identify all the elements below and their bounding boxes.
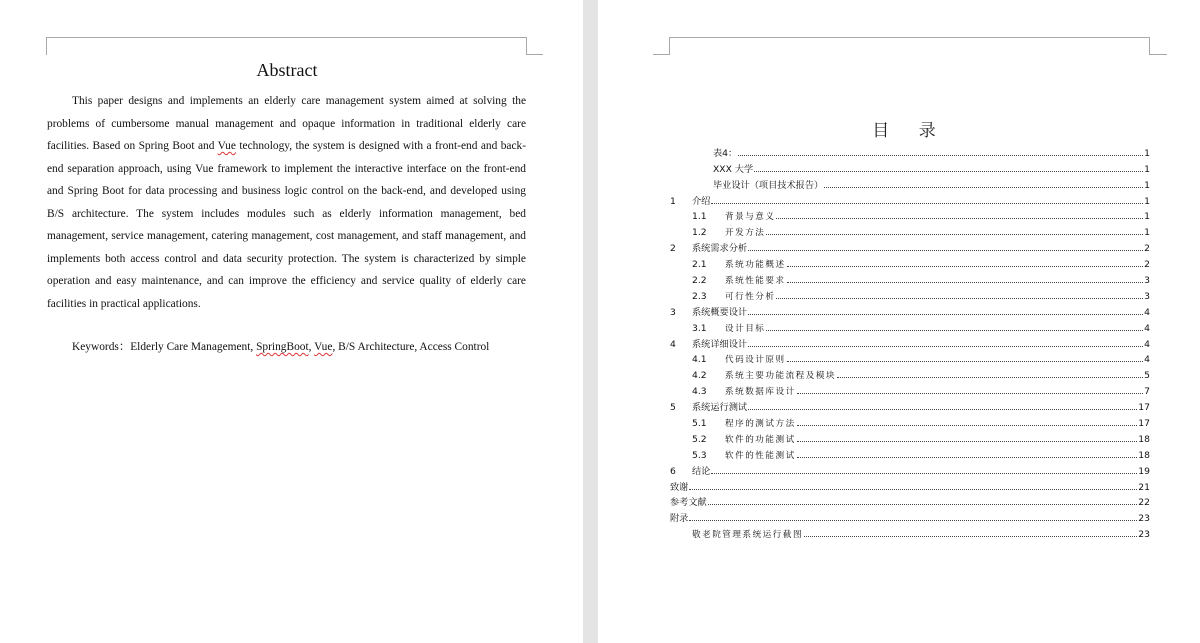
toc-entry[interactable]	[670, 286, 1150, 302]
toc-dot-leader	[766, 234, 1143, 235]
toc-entry[interactable]	[670, 318, 1150, 334]
toc-entry-page-number: 1	[1144, 179, 1150, 191]
toc-entry-title: 表4：	[713, 147, 738, 159]
toc-entry[interactable]	[670, 222, 1150, 238]
crop-mark	[1150, 54, 1167, 55]
toc-entry-title: 可行性分析	[725, 291, 776, 302]
toc-entry[interactable]	[670, 493, 1150, 509]
toc-entry-title: 附录	[670, 513, 689, 525]
toc-entry[interactable]	[670, 365, 1150, 381]
toc-entry[interactable]	[670, 350, 1150, 366]
toc-entry-page-number: 1	[1144, 147, 1150, 159]
toc-entry-title: 致谢	[670, 481, 689, 493]
toc-entry-page-number: 17	[1138, 402, 1150, 414]
abstract-text: technology, the system is designed with a front-end and back-end separation approach, using Vue framework to implement the interactive interface on the front-end and Spring Boot for data processing and business logic control on the back-end, and developed using B/S architecture. The system includes modules such as elderly information management, bed management, service management, catering management, cost management, and staff management, and implements both access control and data security protection. The system is characterized by simple operation and easy maintenance, and can improve the efficiency and service quality of elderly care facilities in practical applications.	[47, 140, 526, 310]
toc-dot-leader	[804, 536, 1137, 537]
toc-entry-page-number: 3	[1144, 290, 1150, 302]
toc-entry-number: 4.1	[692, 354, 707, 366]
keywords-line	[72, 338, 489, 354]
toc-entry[interactable]	[670, 191, 1150, 207]
toc-entry[interactable]	[670, 159, 1150, 175]
spell-flagged-word[interactable]: Vue	[314, 341, 333, 353]
crop-mark	[669, 37, 670, 55]
toc-dot-leader	[766, 330, 1143, 331]
toc-entry-number: 1	[670, 195, 676, 207]
toc-entry-number: 5.2	[692, 433, 707, 445]
toc-entry-number: 5	[670, 402, 676, 414]
toc-entry-page-number: 2	[1144, 259, 1150, 271]
toc-dot-leader	[797, 457, 1138, 458]
toc-entry[interactable]	[670, 461, 1150, 477]
toc-entry-page-number: 1	[1144, 195, 1150, 207]
toc-entry-title: 敬老院管理系统运行截图	[692, 530, 804, 541]
toc-entry-page-number: 3	[1144, 275, 1150, 287]
toc-dot-leader	[748, 409, 1137, 410]
toc-entry-page-number: 2	[1144, 243, 1150, 255]
toc-entry-page-number: 19	[1138, 465, 1150, 477]
toc-entry-number: 3	[670, 306, 676, 318]
toc-entry-title: 设计目标	[725, 323, 766, 334]
toc-title: 目 录	[872, 121, 948, 141]
crop-mark	[670, 37, 1150, 38]
toc-dot-leader	[776, 218, 1143, 219]
toc-entry-number: 2	[670, 243, 676, 255]
toc-entry-number: 2.2	[692, 275, 707, 287]
toc-entry-title: 系统概要设计	[692, 306, 748, 318]
toc-dot-leader	[708, 504, 1138, 505]
toc-dot-leader	[738, 155, 1143, 156]
toc-dot-leader	[787, 361, 1144, 362]
toc-entry[interactable]	[670, 413, 1150, 429]
abstract-title: Abstract	[256, 60, 318, 80]
toc-dot-leader	[748, 314, 1143, 315]
crop-mark	[526, 37, 527, 55]
toc-entry-page-number: 21	[1138, 481, 1150, 493]
toc-entry-title: 系统数据库设计	[725, 387, 796, 398]
toc-entry[interactable]	[670, 207, 1150, 223]
toc-entry-page-number: 7	[1144, 386, 1150, 398]
crop-mark	[46, 37, 47, 55]
keywords-text: , B/S Architecture, Access Control	[332, 341, 490, 353]
toc-entry[interactable]	[670, 143, 1150, 159]
toc-entry-page-number: 4	[1144, 354, 1150, 366]
toc-entry[interactable]	[670, 254, 1150, 270]
toc-entry-number: 5.1	[692, 418, 707, 430]
toc-entry-number: 4.3	[692, 386, 707, 398]
keywords-text: ,	[308, 341, 315, 353]
toc-entry-page-number: 23	[1138, 529, 1150, 541]
spell-flagged-word[interactable]: SpringBoot	[256, 341, 309, 353]
toc-entry-number: 1.2	[692, 227, 707, 239]
toc-entry-number: 4	[670, 338, 676, 350]
toc-entry-title: 系统主要功能流程及模块	[725, 371, 837, 382]
toc-entry-title: 软件的性能测试	[725, 450, 796, 461]
crop-mark	[526, 54, 543, 55]
toc-dot-leader	[689, 520, 1137, 521]
toc-dot-leader	[797, 441, 1138, 442]
toc-entry-page-number: 23	[1138, 513, 1150, 525]
toc-entry[interactable]	[670, 381, 1150, 397]
toc-dot-leader	[787, 282, 1144, 283]
toc-entry-number: 2.3	[692, 290, 707, 302]
crop-mark	[47, 37, 526, 38]
crop-mark	[1149, 37, 1150, 55]
toc-entry-title: 介绍	[692, 195, 711, 207]
toc-dot-leader	[754, 171, 1143, 172]
toc-entry-number: 4.2	[692, 370, 707, 382]
toc-entry[interactable]	[670, 302, 1150, 318]
toc-entry-page-number: 4	[1144, 306, 1150, 318]
toc-entry-title: 结论	[692, 465, 711, 477]
abstract-text: This paper designs and implements an elderly care management system aimed at solving the problems of cumbersome manual management and opaque information in traditional elderly care facilities. Based on Spring Boot and	[47, 95, 526, 152]
toc-entry-title: 系统功能概述	[725, 260, 786, 271]
toc-entry-number: 6	[670, 465, 676, 477]
toc-entry[interactable]	[670, 397, 1150, 413]
toc-dot-leader	[787, 266, 1144, 267]
toc-dot-leader	[748, 346, 1143, 347]
keywords-text: Keywords：Elderly Care Management,	[72, 341, 257, 353]
toc-entry-title: 开发方法	[725, 228, 766, 239]
toc-entry-number: 3.1	[692, 322, 707, 334]
abstract-page	[0, 0, 583, 643]
spell-flagged-word[interactable]: Vue	[217, 140, 236, 152]
toc-dot-leader	[711, 203, 1143, 204]
toc-dot-leader	[824, 187, 1143, 188]
toc-entry[interactable]	[670, 508, 1150, 524]
toc-entry[interactable]	[670, 429, 1150, 445]
toc-entry-page-number: 4	[1144, 322, 1150, 334]
toc-entry-title: 背景与意义	[725, 212, 776, 223]
toc-entry[interactable]	[670, 477, 1150, 493]
toc-entry-title: 系统需求分析	[692, 243, 748, 255]
toc-entry-number: 2.1	[692, 259, 707, 271]
toc-entry-page-number: 22	[1138, 497, 1150, 509]
toc-entry-page-number: 1	[1144, 211, 1150, 223]
abstract-body	[47, 90, 526, 315]
toc-entry-title: 系统运行测试	[692, 402, 748, 414]
toc-entry-title: 代码设计原则	[725, 355, 786, 366]
toc-entry-page-number: 1	[1144, 163, 1150, 175]
toc-entry-number: 5.3	[692, 449, 707, 461]
crop-mark	[653, 54, 670, 55]
toc-entry-page-number: 18	[1138, 433, 1150, 445]
toc-dot-leader	[689, 489, 1137, 490]
toc-dot-leader	[797, 393, 1143, 394]
toc-entry-page-number: 17	[1138, 418, 1150, 430]
toc-entry[interactable]	[670, 270, 1150, 286]
toc-entry-title: 软件的功能测试	[725, 434, 796, 445]
toc-dot-leader	[797, 425, 1138, 426]
toc-entry-page-number: 1	[1144, 227, 1150, 239]
toc-entry-title: 参考文献	[670, 497, 707, 509]
toc-entry-title: 系统性能要求	[725, 276, 786, 287]
toc-entry-title: 程序的测试方法	[725, 419, 796, 430]
toc-dot-leader	[837, 377, 1143, 378]
table-of-contents	[670, 143, 1150, 540]
toc-dot-leader	[711, 473, 1137, 474]
toc-entry-page-number: 18	[1138, 449, 1150, 461]
toc-entry-number: 1.1	[692, 211, 707, 223]
toc-entry[interactable]	[670, 238, 1150, 254]
toc-dot-leader	[776, 298, 1143, 299]
toc-entry[interactable]	[670, 175, 1150, 191]
toc-entry-title: XXX 大学	[713, 163, 754, 175]
toc-entry-title: 毕业设计（项目技术报告）	[713, 179, 824, 191]
toc-entry[interactable]	[670, 334, 1150, 350]
toc-entry-page-number: 4	[1144, 338, 1150, 350]
toc-entry-title: 系统详细设计	[692, 338, 748, 350]
toc-dot-leader	[748, 250, 1143, 251]
toc-entry[interactable]	[670, 445, 1150, 461]
toc-entry[interactable]	[670, 524, 1150, 540]
toc-entry-page-number: 5	[1144, 370, 1150, 382]
